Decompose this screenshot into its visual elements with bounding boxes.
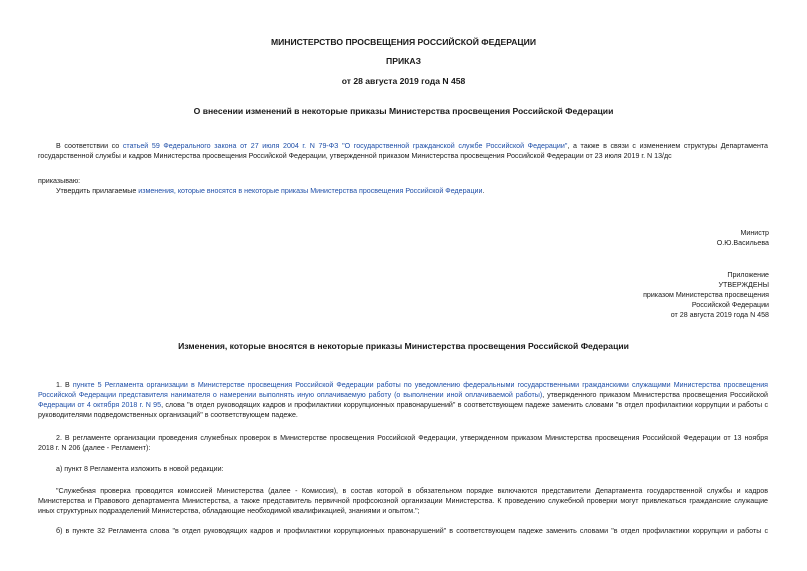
appendix-approved: УТВЕРЖДЕНЫ: [718, 281, 769, 289]
intro-line-2: государственной службы и кадров Министерства просвещения Российской Федерации, утвержденной приказом Министерства просвещения Российской Федерации от 23 июля 2019 г. N 13/дс: [38, 152, 672, 160]
p2-line-1: 2. В регламенте организации проведения служебных проверок в Министерстве просвещения Российской Федерации, утвержденном приказом Министерства просвещения Российской Федерации от 13 ноября: [56, 434, 768, 442]
appendix-label: Приложение: [727, 271, 769, 279]
signature-name: О.Ю.Васильева: [716, 239, 769, 247]
appendix-line-2: Российской Федерации: [691, 301, 769, 309]
p1-line-4: руководителями подведомственных организаций" в соответствующем падеже.: [38, 411, 298, 419]
signature-position: Министр: [740, 229, 769, 237]
appendix-line-3: от 28 августа 2019 года N 458: [670, 311, 769, 319]
ministry-heading: МИНИСТЕРСТВО ПРОСВЕЩЕНИЯ РОССИЙСКОЙ ФЕДЕРАЦИИ: [270, 37, 537, 47]
order-date-link[interactable]: Федерации от 4 октября 2018 г. N 95: [38, 401, 162, 409]
appendix-line-1: приказом Министерства просвещения: [643, 291, 769, 299]
document-title: О внесении изменений в некоторые приказы Министерства просвещения Российской Федерации: [193, 106, 614, 116]
quote-line-1: "Служебная проверка проводится комиссией Министерства (далее - Комиссия), в состав которой в обязательном порядке включаются представители Департамента государственной службы и кадров: [56, 487, 768, 495]
law-article-link[interactable]: статьей 59 Федерального закона от 27 июля 2004 г. N 79-ФЗ "О государственной гражданской службе Российской Федерации": [122, 142, 568, 150]
p2a-line: а) пункт 8 Регламента изложить в новой редакции:: [56, 465, 224, 473]
intro-paragraph: [38, 141, 768, 161]
p1-line-3: [38, 400, 768, 410]
regulation-link[interactable]: пункте 5 Регламента организации в Министерстве просвещения Российской Федерации работы по уведомлению федеральными государственными гражданскими служащими Министерства просвещения: [72, 381, 769, 389]
p1-text: , утвержденного приказом Министерства просвещения Российской: [542, 391, 768, 399]
intro-text: В соответствии со: [56, 142, 123, 150]
p1-line-1: [38, 380, 768, 390]
regulation-link[interactable]: Российской Федерации представителя нанимателя о намерении выполнять иную оплачиваемую работу (о выполнении иной оплачиваемой работы): [38, 391, 543, 399]
quote-paragraph: [38, 486, 768, 516]
date-number-heading: от 28 августа 2019 года N 458: [341, 76, 466, 86]
changes-paragraph-2a: [38, 464, 768, 474]
p2b-line: б) в пункте 32 Регламента слова "в отдел руководящих кадров и профилактики коррупционных правонарушений" в соответствующем падеже заменить словами "в отдел профилактики коррупции и работы с: [56, 527, 768, 535]
signature-block: [717, 228, 769, 248]
p1-line-2: [38, 390, 768, 400]
quote-line-3: иных структурных подразделений Министерства, обладающие необходимой квалификацией, знаниями и опытом.";: [38, 507, 420, 515]
p1-text: , слова "в отдел руководящих кадров и профилактики коррупционных правонарушений" в соответствующем падеже заменить словами "в отдел профилактики коррупции и работы с: [161, 401, 768, 409]
doc-type-heading: ПРИКАЗ: [386, 56, 421, 66]
changes-link[interactable]: изменения, которые вносятся в некоторые приказы Министерства просвещения Российской Федерации: [138, 187, 483, 195]
changes-paragraph-1: [38, 380, 768, 420]
approve-line: [38, 186, 768, 196]
p1-text: 1. В: [56, 381, 73, 389]
intro-line-1: [38, 141, 768, 151]
order-keyword: приказываю:: [38, 177, 81, 185]
changes-paragraph-2: [38, 433, 768, 453]
approve-text: .: [482, 187, 485, 195]
order-paragraph: [38, 176, 768, 196]
changes-title: Изменения, которые вносятся в некоторые приказы Министерства просвещения Российской Федерации: [178, 341, 629, 351]
appendix-block: [643, 270, 769, 320]
quote-line-2: Министерства и Правового департамента Министерства, а также представитель первичной профсоюзной организации Министерства. К проведению служебной проверки могут привлекаться гражданские служащие: [38, 497, 768, 505]
intro-text: , а также в связи с изменением структуры Департамента: [567, 142, 768, 150]
approve-text: Утвердить прилагаемые: [56, 187, 139, 195]
changes-paragraph-2b: [38, 526, 768, 536]
p2-line-2: 2018 г. N 206 (далее - Регламент):: [38, 444, 151, 452]
